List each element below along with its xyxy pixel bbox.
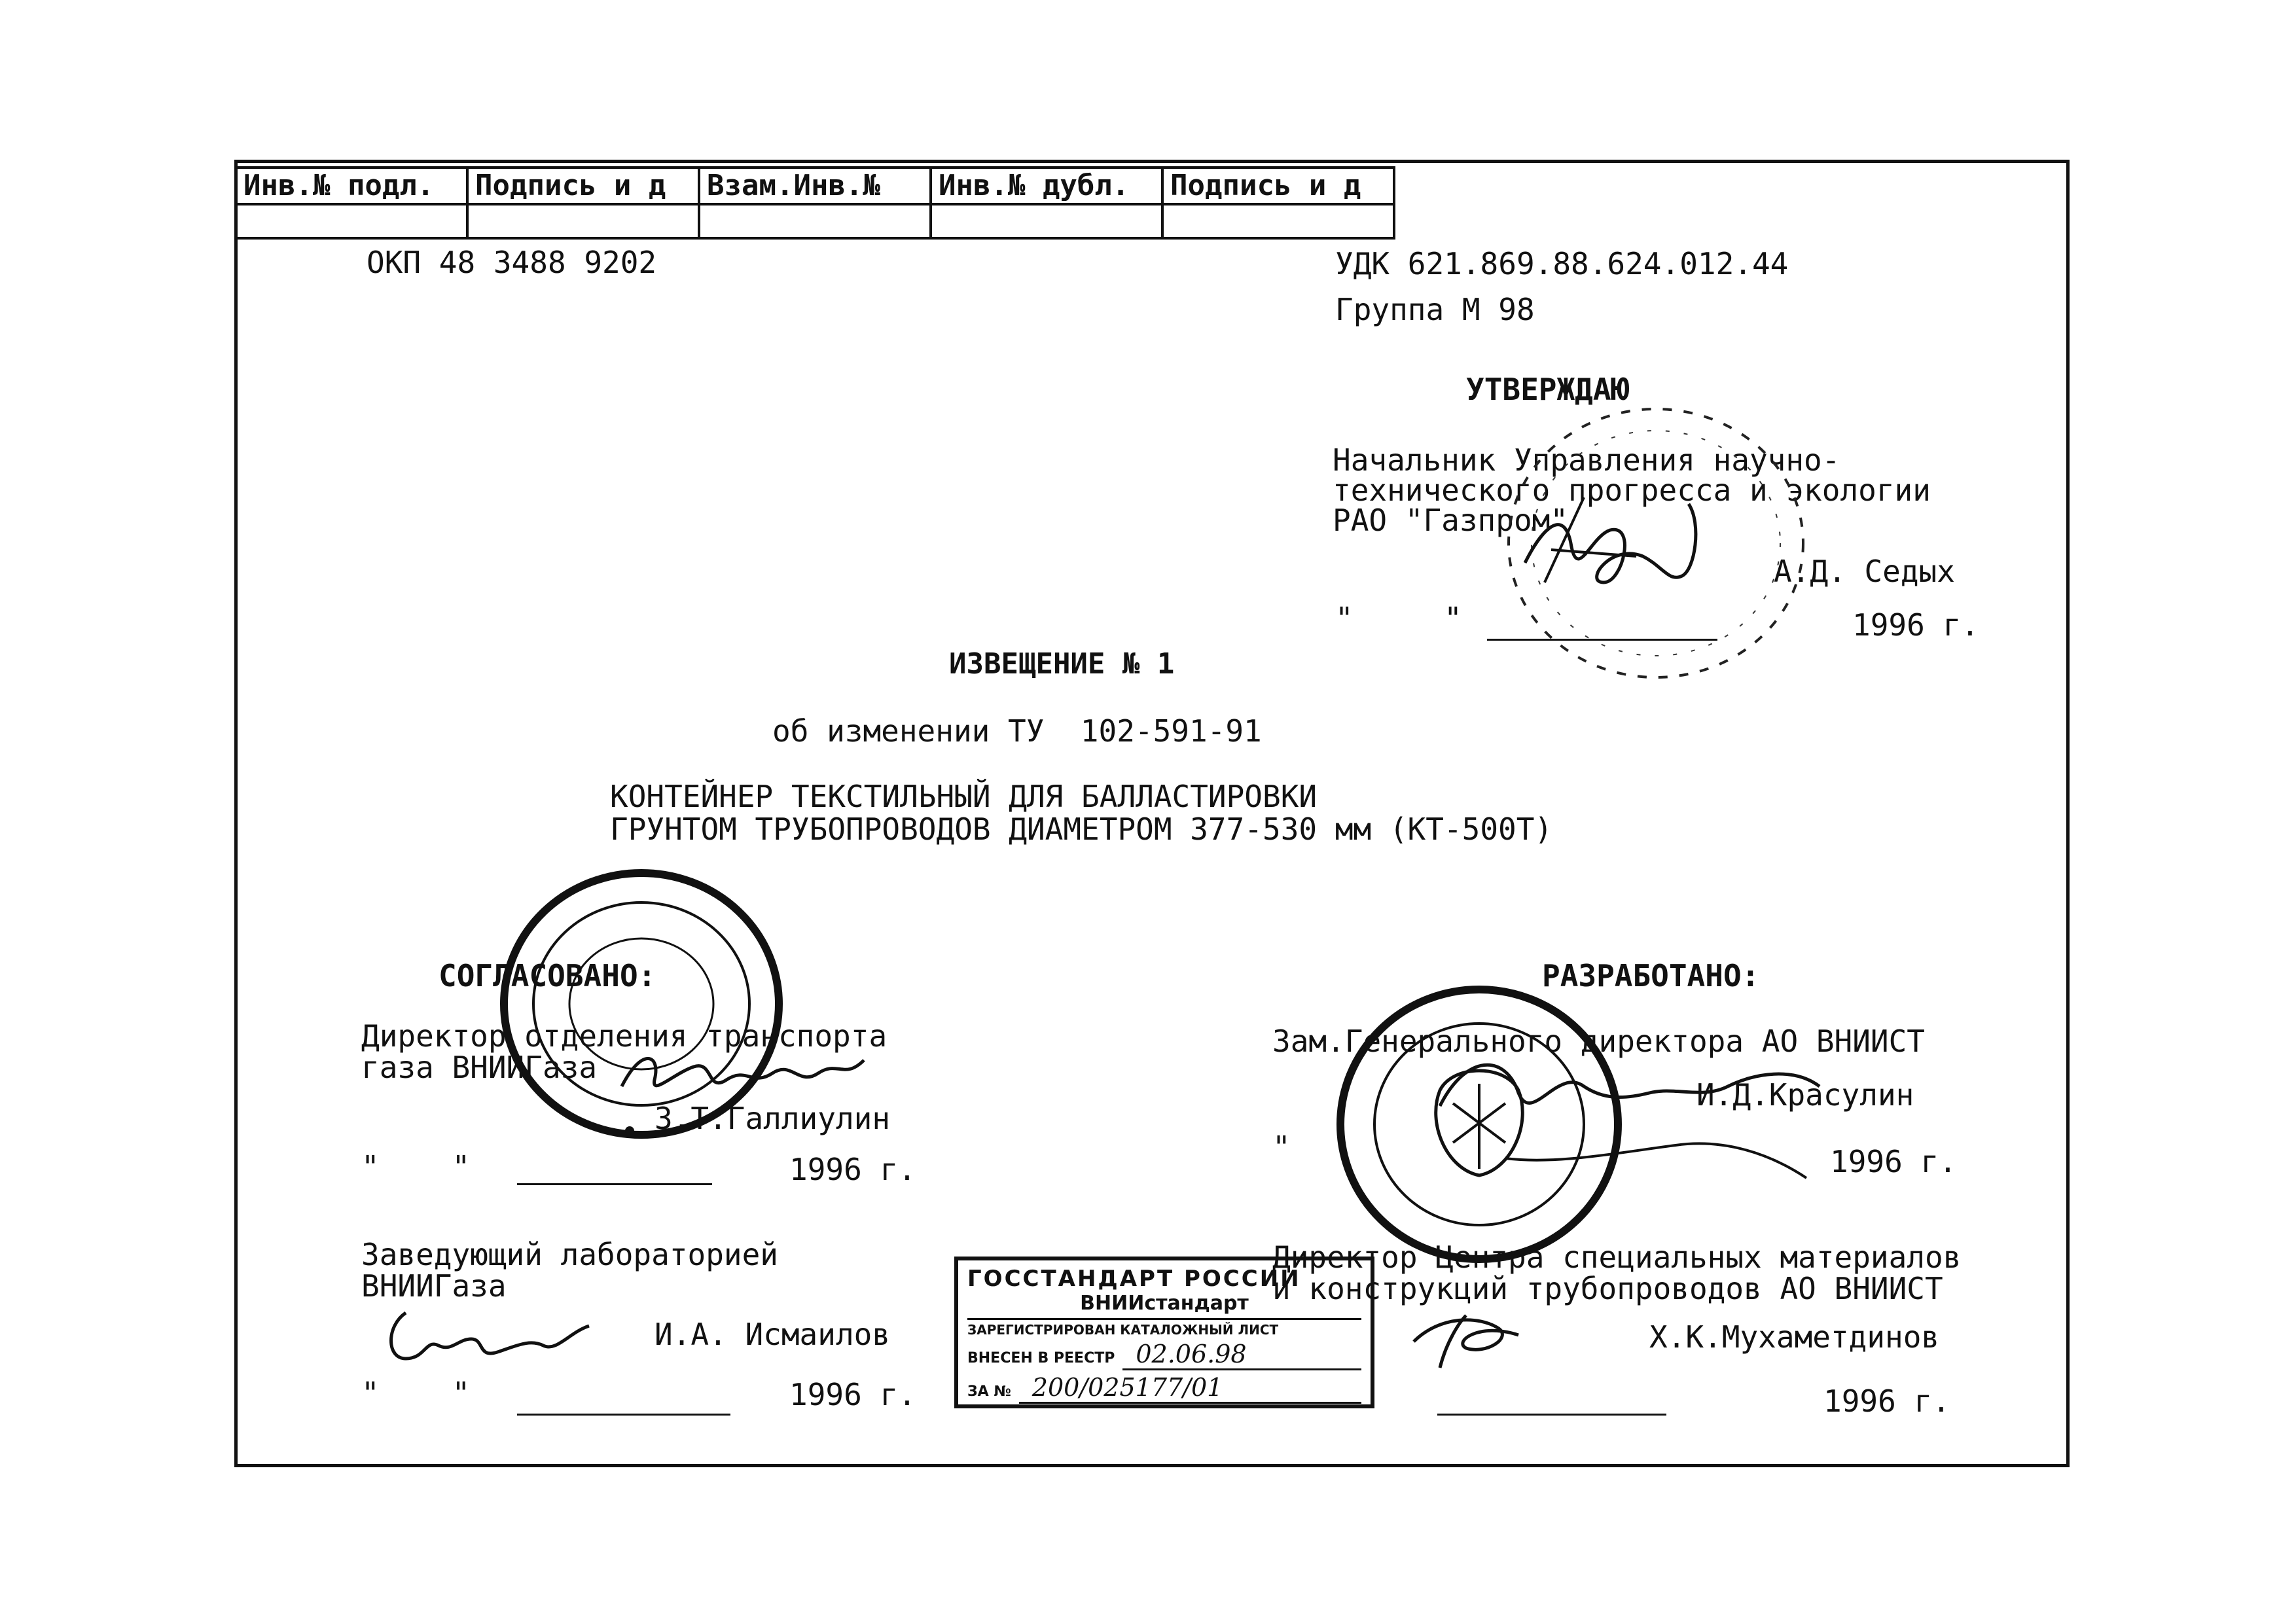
header-podpis-1: Подпись и д [467,168,699,204]
registration-stamp [954,1257,1374,1408]
header-cell-empty [699,204,931,238]
approve-name: А.Д. Седых [1774,554,1955,589]
approve-line1: Начальник Управления научно- [1333,442,1840,478]
developed-p2-line2: и конструкций трубопроводов АО ВНИИСТ [1272,1271,1943,1306]
agreed-p1-quotes: " " [361,1149,471,1185]
agreed-p1-date-line [517,1183,712,1185]
agreed-p2-year: 1996 г. [789,1377,916,1412]
developed-p2-signature [1401,1302,1545,1374]
approve-year: 1996 г. [1852,607,1979,643]
agreed-p1-name: З.Т.Галлиулин [655,1101,891,1136]
registration-line5 [967,1373,1361,1406]
header-inv-podl: Инв.№ подл. [236,168,467,204]
header-inv-dubl: Инв.№ дубл. [931,168,1162,204]
registration-line2: ВНИИстандарт [1080,1292,1249,1315]
agreed-p2-signature [380,1300,602,1372]
header-cell-empty [236,204,467,238]
udk-code: УДК 621.869.88.624.012.44 [1335,246,1789,281]
approve-date-quotes: " " [1335,601,1462,636]
header-cell-empty [931,204,1162,238]
product-line1: КОНТЕЙНЕР ТЕКСТИЛЬНЫЙ ДЛЯ БАЛЛАСТИРОВКИ [610,779,1318,814]
agreed-p1-year: 1996 г. [789,1152,916,1187]
approve-line2: технического прогресса и экологии [1333,473,1931,508]
okp-code: ОКП 48 3488 9202 [367,245,657,280]
registration-line4 [967,1340,1361,1373]
developed-p2-line1: Директор Центра специальных материалов [1272,1240,1962,1275]
header-cell-empty [1162,204,1394,238]
registration-line4-label: ВНЕСЕН В РЕЕСТР [967,1350,1115,1366]
header-table [234,166,1395,240]
notice-title: ИЗВЕЩЕНИЕ № 1 [949,647,1175,681]
header-vzam-inv: Взам.Инв.№ [699,168,931,204]
agreed-p2-name: И.А. Исмаилов [655,1317,891,1352]
registration-line5-label: ЗА № [967,1383,1011,1400]
developed-p1-quotes: " [1272,1130,1291,1165]
registration-line4-value: 02.06.98 [1122,1340,1361,1370]
agreed-p2-line1: Заведующий лабораторией [361,1237,778,1272]
header-cell-empty [467,204,699,238]
developed-p1-year: 1996 г. [1830,1144,1957,1179]
approve-line3: РАО "Газпром" [1333,503,1569,538]
agreed-p2-date-line [517,1414,730,1416]
approve-signature [1505,484,1715,609]
registration-line3: ЗАРЕГИСТРИРОВАН КАТАЛОЖНЫЙ ЛИСТ [967,1318,1361,1340]
agreed-p2-line2: ВНИИГаза [361,1268,507,1304]
developed-p2-date-line [1437,1414,1666,1416]
developed-p2-name: Х.К.Мухаметдинов [1649,1319,1940,1355]
registration-line1: ГОССТАНДАРТ РОССИИ [967,1266,1301,1292]
approve-heading: УТВЕРЖДАЮ [1466,372,1630,407]
agreed-p1-line1: Директор отделения транспорта [361,1018,888,1054]
product-line2: ГРУНТОМ ТРУБОПРОВОДОВ ДИАМЕТРОМ 377-530 мм (КТ-500Т) [610,812,1553,847]
header-podpis-2: Подпись и д [1162,168,1394,204]
registration-line5-value: 200/025177/01 [1019,1373,1361,1404]
group-code: Группа М 98 [1335,292,1535,327]
agreed-p1-line2: газа ВНИИГаза [361,1050,598,1085]
developed-p1-name: И.Д.Красулин [1696,1077,1914,1113]
agreed-heading: СОГЛАСОВАНО: [439,958,656,993]
developed-heading: РАЗРАБОТАНО: [1542,958,1760,993]
developed-p2-year: 1996 г. [1823,1383,1950,1419]
agreed-p2-quotes: " " [361,1376,471,1411]
developed-p1-line1: Зам.Генерального директора АО ВНИИСТ [1272,1024,1925,1059]
notice-subtitle: об изменении ТУ 102-591-91 [772,713,1262,749]
